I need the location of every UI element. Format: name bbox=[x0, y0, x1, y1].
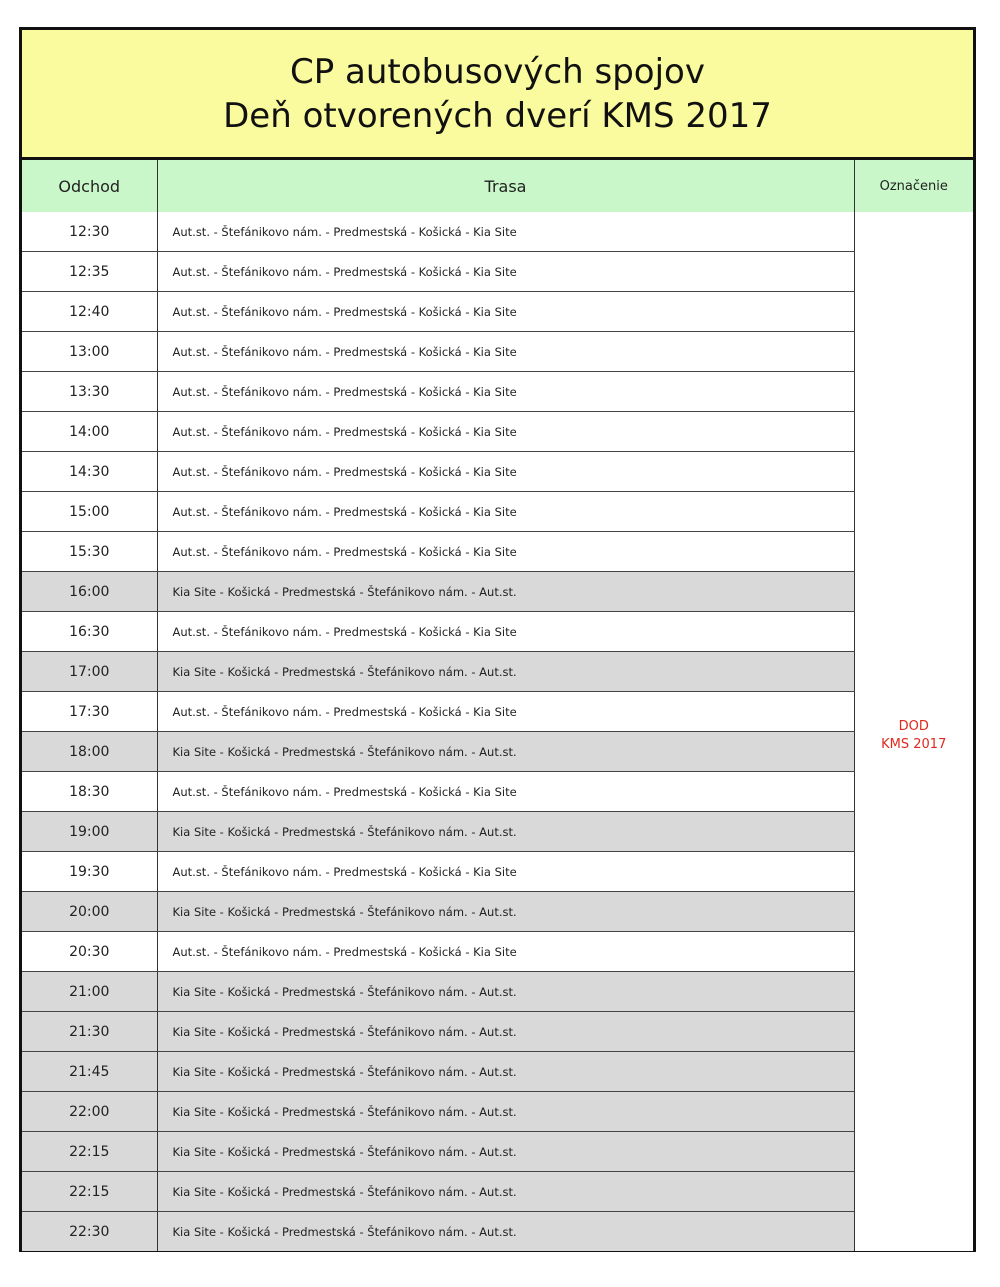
table-row bbox=[22, 492, 973, 532]
table-row bbox=[22, 692, 973, 732]
title-line-1: CP autobusových spojov bbox=[290, 51, 705, 92]
route-text: Kia Site - Košická - Predmestská - Štefánikovo nám. - Aut.st. bbox=[157, 1172, 854, 1212]
table-row bbox=[22, 852, 973, 892]
route-text: Kia Site - Košická - Predmestská - Štefánikovo nám. - Aut.st. bbox=[157, 1092, 854, 1132]
header-row bbox=[22, 160, 973, 212]
marking-line-1: DOD bbox=[898, 718, 929, 734]
route-text: Aut.st. - Štefánikovo nám. - Predmestská - Košická - Kia Site bbox=[157, 772, 854, 812]
route-text: Kia Site - Košická - Predmestská - Štefánikovo nám. - Aut.st. bbox=[157, 732, 854, 772]
departure-time: 19:30 bbox=[22, 852, 157, 892]
route-text: Kia Site - Košická - Predmestská - Štefánikovo nám. - Aut.st. bbox=[157, 812, 854, 852]
route-text: Kia Site - Košická - Predmestská - Štefánikovo nám. - Aut.st. bbox=[157, 1212, 854, 1252]
table-row bbox=[22, 1052, 973, 1092]
departure-time: 14:30 bbox=[22, 452, 157, 492]
route-text: Aut.st. - Štefánikovo nám. - Predmestská - Košická - Kia Site bbox=[157, 252, 854, 292]
table-row bbox=[22, 1132, 973, 1172]
table-row bbox=[22, 212, 973, 252]
route-text: Aut.st. - Štefánikovo nám. - Predmestská - Košická - Kia Site bbox=[157, 452, 854, 492]
marking-cell bbox=[854, 212, 973, 1251]
departure-time: 22:30 bbox=[22, 1212, 157, 1252]
departure-time: 21:30 bbox=[22, 1012, 157, 1052]
table-row bbox=[22, 1012, 973, 1052]
marking-line-2: KMS 2017 bbox=[881, 736, 947, 752]
departure-time: 12:35 bbox=[22, 252, 157, 292]
departure-time: 16:00 bbox=[22, 572, 157, 612]
schedule-table bbox=[22, 160, 973, 1251]
departure-time: 15:30 bbox=[22, 532, 157, 572]
departure-time: 22:15 bbox=[22, 1132, 157, 1172]
route-text: Kia Site - Košická - Predmestská - Štefánikovo nám. - Aut.st. bbox=[157, 892, 854, 932]
departure-time: 13:30 bbox=[22, 372, 157, 412]
departure-time: 16:30 bbox=[22, 612, 157, 652]
table-row bbox=[22, 892, 973, 932]
header-departure: Odchod bbox=[22, 160, 157, 212]
table-row bbox=[22, 572, 973, 612]
route-text: Kia Site - Košická - Predmestská - Štefánikovo nám. - Aut.st. bbox=[157, 572, 854, 612]
departure-time: 12:40 bbox=[22, 292, 157, 332]
table-row bbox=[22, 772, 973, 812]
route-text: Kia Site - Košická - Predmestská - Štefánikovo nám. - Aut.st. bbox=[157, 972, 854, 1012]
route-text: Kia Site - Košická - Predmestská - Štefánikovo nám. - Aut.st. bbox=[157, 1012, 854, 1052]
route-text: Aut.st. - Štefánikovo nám. - Predmestská - Košická - Kia Site bbox=[157, 212, 854, 252]
route-text: Kia Site - Košická - Predmestská - Štefánikovo nám. - Aut.st. bbox=[157, 1132, 854, 1172]
schedule-body bbox=[22, 212, 973, 1251]
table-row bbox=[22, 652, 973, 692]
departure-time: 18:00 bbox=[22, 732, 157, 772]
timetable-sheet bbox=[19, 27, 976, 1252]
table-row bbox=[22, 612, 973, 652]
departure-time: 20:00 bbox=[22, 892, 157, 932]
title-line-2: Deň otvorených dverí KMS 2017 bbox=[223, 95, 772, 136]
departure-time: 21:00 bbox=[22, 972, 157, 1012]
timetable bbox=[22, 160, 973, 1251]
departure-time: 14:00 bbox=[22, 412, 157, 452]
title-block bbox=[22, 30, 973, 160]
table-row bbox=[22, 452, 973, 492]
departure-time: 22:15 bbox=[22, 1172, 157, 1212]
departure-time: 17:00 bbox=[22, 652, 157, 692]
route-text: Aut.st. - Štefánikovo nám. - Predmestská - Košická - Kia Site bbox=[157, 692, 854, 732]
table-row bbox=[22, 372, 973, 412]
route-text: Aut.st. - Štefánikovo nám. - Predmestská - Košická - Kia Site bbox=[157, 332, 854, 372]
table-row bbox=[22, 1172, 973, 1212]
table-row bbox=[22, 1212, 973, 1252]
departure-time: 12:30 bbox=[22, 212, 157, 252]
header-route: Trasa bbox=[157, 160, 854, 212]
table-row bbox=[22, 532, 973, 572]
departure-time: 21:45 bbox=[22, 1052, 157, 1092]
departure-time: 13:00 bbox=[22, 332, 157, 372]
route-text: Aut.st. - Štefánikovo nám. - Predmestská - Košická - Kia Site bbox=[157, 612, 854, 652]
header-marking: Označenie bbox=[854, 160, 973, 212]
route-text: Aut.st. - Štefánikovo nám. - Predmestská - Košická - Kia Site bbox=[157, 372, 854, 412]
route-text: Kia Site - Košická - Predmestská - Štefánikovo nám. - Aut.st. bbox=[157, 1052, 854, 1092]
route-text: Aut.st. - Štefánikovo nám. - Predmestská - Košická - Kia Site bbox=[157, 292, 854, 332]
table-row bbox=[22, 252, 973, 292]
table-row bbox=[22, 932, 973, 972]
table-row bbox=[22, 1092, 973, 1132]
route-text: Aut.st. - Štefánikovo nám. - Predmestská - Košická - Kia Site bbox=[157, 492, 854, 532]
departure-time: 15:00 bbox=[22, 492, 157, 532]
departure-time: 18:30 bbox=[22, 772, 157, 812]
table-row bbox=[22, 972, 973, 1012]
table-row bbox=[22, 732, 973, 772]
route-text: Aut.st. - Štefánikovo nám. - Predmestská - Košická - Kia Site bbox=[157, 412, 854, 452]
table-row bbox=[22, 412, 973, 452]
table-row bbox=[22, 292, 973, 332]
route-text: Aut.st. - Štefánikovo nám. - Predmestská - Košická - Kia Site bbox=[157, 932, 854, 972]
table-row bbox=[22, 812, 973, 852]
departure-time: 22:00 bbox=[22, 1092, 157, 1132]
route-text: Aut.st. - Štefánikovo nám. - Predmestská - Košická - Kia Site bbox=[157, 852, 854, 892]
departure-time: 17:30 bbox=[22, 692, 157, 732]
route-text: Aut.st. - Štefánikovo nám. - Predmestská - Košická - Kia Site bbox=[157, 532, 854, 572]
departure-time: 19:00 bbox=[22, 812, 157, 852]
departure-time: 20:30 bbox=[22, 932, 157, 972]
table-row bbox=[22, 332, 973, 372]
route-text: Kia Site - Košická - Predmestská - Štefánikovo nám. - Aut.st. bbox=[157, 652, 854, 692]
